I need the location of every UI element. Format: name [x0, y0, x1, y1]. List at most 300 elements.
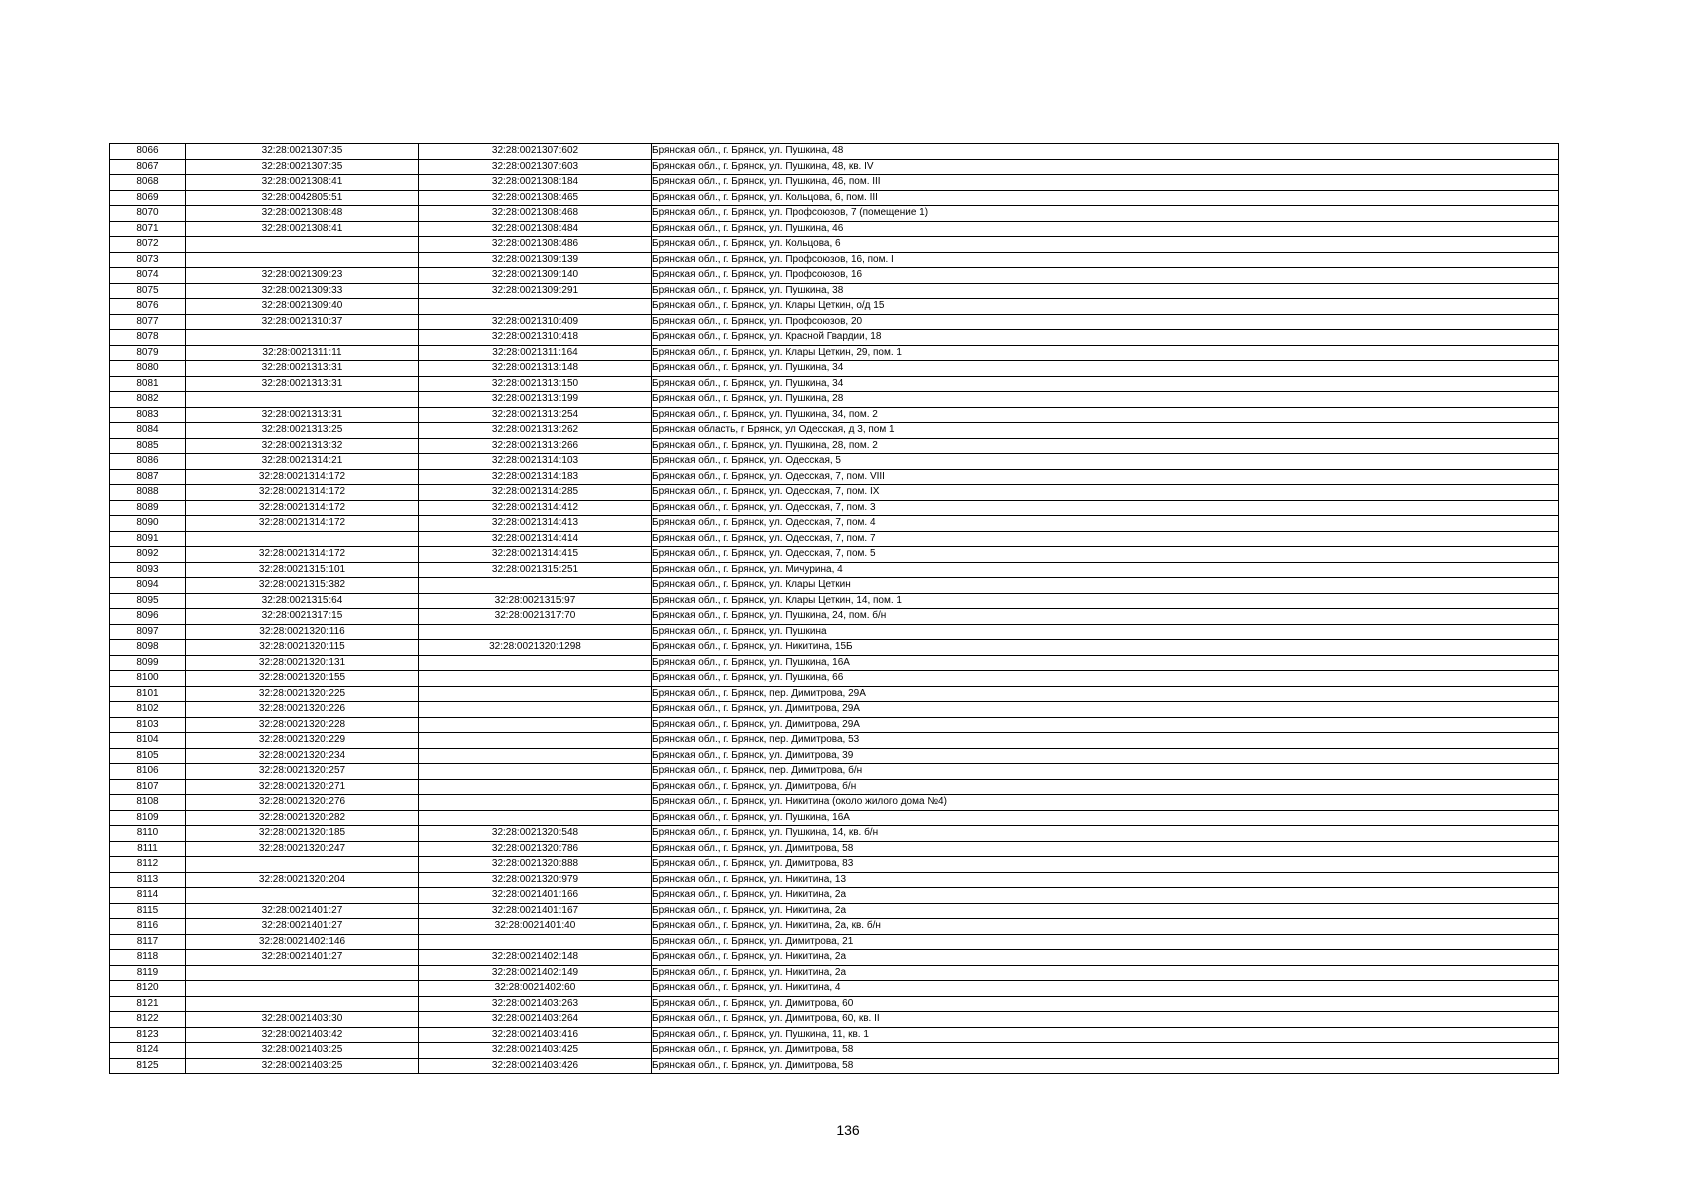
object-cadastral-number-cell: 32:28:0021401:40 — [419, 919, 652, 935]
parcel-cadastral-number-cell: 32:28:0021307:35 — [186, 159, 419, 175]
parcel-cadastral-number-cell: 32:28:0021320:204 — [186, 872, 419, 888]
object-cadastral-number-cell — [419, 733, 652, 749]
parcel-cadastral-number-cell: 32:28:0021314:172 — [186, 485, 419, 501]
parcel-cadastral-number-cell: 32:28:0021403:25 — [186, 1058, 419, 1074]
row-number-cell: 8079 — [110, 345, 186, 361]
table-row — [110, 1043, 1559, 1059]
object-cadastral-number-cell: 32:28:0021314:103 — [419, 454, 652, 470]
table-row — [110, 671, 1559, 687]
table-row — [110, 702, 1559, 718]
parcel-cadastral-number-cell: 32:28:0021320:226 — [186, 702, 419, 718]
object-cadastral-number-cell: 32:28:0021320:979 — [419, 872, 652, 888]
parcel-cadastral-number-cell: 32:28:0021320:271 — [186, 779, 419, 795]
object-cadastral-number-cell — [419, 717, 652, 733]
address-cell: Брянская обл., г. Брянск, ул. Кольцова, 6 — [652, 237, 1559, 253]
object-cadastral-number-cell — [419, 624, 652, 640]
table-row — [110, 500, 1559, 516]
row-number-cell: 8072 — [110, 237, 186, 253]
table-row — [110, 206, 1559, 222]
object-cadastral-number-cell: 32:28:0021403:416 — [419, 1027, 652, 1043]
row-number-cell: 8066 — [110, 144, 186, 160]
row-number-cell: 8100 — [110, 671, 186, 687]
table-row — [110, 314, 1559, 330]
row-number-cell: 8081 — [110, 376, 186, 392]
object-cadastral-number-cell: 32:28:0021402:60 — [419, 981, 652, 997]
address-cell: Брянская обл., г. Брянск, ул. Пушкина, 28 — [652, 392, 1559, 408]
table-row — [110, 841, 1559, 857]
parcel-cadastral-number-cell: 32:28:0021313:25 — [186, 423, 419, 439]
object-cadastral-number-cell — [419, 764, 652, 780]
table-row — [110, 779, 1559, 795]
table-row — [110, 872, 1559, 888]
parcel-cadastral-number-cell: 32:28:0021308:41 — [186, 175, 419, 191]
address-cell: Брянская обл., г. Брянск, ул. Димитрова, 83 — [652, 857, 1559, 873]
table-row — [110, 764, 1559, 780]
page-number: 136 — [836, 1122, 860, 1138]
table-row — [110, 454, 1559, 470]
row-number-cell: 8076 — [110, 299, 186, 315]
table-row — [110, 423, 1559, 439]
row-number-cell: 8080 — [110, 361, 186, 377]
table-row — [110, 438, 1559, 454]
parcel-cadastral-number-cell: 32:28:0021308:48 — [186, 206, 419, 222]
row-number-cell: 8116 — [110, 919, 186, 935]
object-cadastral-number-cell: 32:28:0021308:184 — [419, 175, 652, 191]
row-number-cell: 8099 — [110, 655, 186, 671]
row-number-cell: 8086 — [110, 454, 186, 470]
row-number-cell: 8073 — [110, 252, 186, 268]
row-number-cell: 8083 — [110, 407, 186, 423]
row-number-cell: 8082 — [110, 392, 186, 408]
object-cadastral-number-cell: 32:28:0021313:266 — [419, 438, 652, 454]
object-cadastral-number-cell: 32:28:0021308:465 — [419, 190, 652, 206]
parcel-cadastral-number-cell: 32:28:0021317:15 — [186, 609, 419, 625]
address-cell: Брянская обл., г. Брянск, ул. Одесская, 7, пом. 3 — [652, 500, 1559, 516]
row-number-cell: 8071 — [110, 221, 186, 237]
row-number-cell: 8124 — [110, 1043, 186, 1059]
address-cell: Брянская обл., г. Брянск, ул. Профсоюзов, 16, пом. I — [652, 252, 1559, 268]
object-cadastral-number-cell: 32:28:0021315:251 — [419, 562, 652, 578]
address-cell: Брянская обл., г. Брянск, ул. Пушкина, 46, пом. III — [652, 175, 1559, 191]
row-number-cell: 8125 — [110, 1058, 186, 1074]
object-cadastral-number-cell: 32:28:0021313:254 — [419, 407, 652, 423]
row-number-cell: 8094 — [110, 578, 186, 594]
object-cadastral-number-cell: 32:28:0021402:148 — [419, 950, 652, 966]
parcel-cadastral-number-cell: 32:28:0021310:37 — [186, 314, 419, 330]
row-number-cell: 8120 — [110, 981, 186, 997]
object-cadastral-number-cell: 32:28:0021403:264 — [419, 1012, 652, 1028]
table-row — [110, 903, 1559, 919]
address-cell: Брянская обл., г. Брянск, ул. Пушкина, 66 — [652, 671, 1559, 687]
object-cadastral-number-cell: 32:28:0021314:413 — [419, 516, 652, 532]
object-cadastral-number-cell: 32:28:0021313:199 — [419, 392, 652, 408]
row-number-cell: 8111 — [110, 841, 186, 857]
address-cell: Брянская обл., г. Брянск, ул. Пушкина, 14, кв. б/н — [652, 826, 1559, 842]
row-number-cell: 8070 — [110, 206, 186, 222]
address-cell: Брянская обл., г. Брянск, ул. Пушкина, 46 — [652, 221, 1559, 237]
table-row — [110, 283, 1559, 299]
address-cell: Брянская обл., г. Брянск, ул. Клары Цеткин, о/д 15 — [652, 299, 1559, 315]
parcel-cadastral-number-cell: 32:28:0021401:27 — [186, 950, 419, 966]
address-cell: Брянская обл., г. Брянск, ул. Пушкина, 48, кв. IV — [652, 159, 1559, 175]
address-cell: Брянская обл., г. Брянск, ул. Димитрова, 60 — [652, 996, 1559, 1012]
parcel-cadastral-number-cell: 32:28:0021320:282 — [186, 810, 419, 826]
table-row — [110, 981, 1559, 997]
row-number-cell: 8077 — [110, 314, 186, 330]
parcel-cadastral-number-cell: 32:28:0021309:33 — [186, 283, 419, 299]
table-row — [110, 609, 1559, 625]
object-cadastral-number-cell — [419, 686, 652, 702]
address-cell: Брянская обл., г. Брянск, ул. Димитрова, 58 — [652, 1043, 1559, 1059]
address-cell: Брянская обл., г. Брянск, ул. Димитрова, 39 — [652, 748, 1559, 764]
table-row — [110, 175, 1559, 191]
parcel-cadastral-number-cell: 32:28:0021313:31 — [186, 407, 419, 423]
address-cell: Брянская обл., г. Брянск, ул. Пушкина, 16А — [652, 655, 1559, 671]
row-number-cell: 8074 — [110, 268, 186, 284]
registry-table-body — [110, 144, 1559, 1074]
row-number-cell: 8088 — [110, 485, 186, 501]
table-row — [110, 857, 1559, 873]
parcel-cadastral-number-cell: 32:28:0021314:21 — [186, 454, 419, 470]
address-cell: Брянская обл., г. Брянск, ул. Профсоюзов, 20 — [652, 314, 1559, 330]
address-cell: Брянская обл., г. Брянск, ул. Никитина, 15Б — [652, 640, 1559, 656]
parcel-cadastral-number-cell — [186, 888, 419, 904]
table-row — [110, 144, 1559, 160]
parcel-cadastral-number-cell: 32:28:0021308:41 — [186, 221, 419, 237]
row-number-cell: 8121 — [110, 996, 186, 1012]
address-cell: Брянская обл., г. Брянск, ул. Одесская, 5 — [652, 454, 1559, 470]
address-cell: Брянская обл., г. Брянск, ул. Никитина, 4 — [652, 981, 1559, 997]
parcel-cadastral-number-cell: 32:28:0021403:30 — [186, 1012, 419, 1028]
parcel-cadastral-number-cell: 32:28:0021320:229 — [186, 733, 419, 749]
object-cadastral-number-cell: 32:28:0021313:262 — [419, 423, 652, 439]
table-row — [110, 392, 1559, 408]
address-cell: Брянская обл., г. Брянск, ул. Одесская, 7, пом. IX — [652, 485, 1559, 501]
parcel-cadastral-number-cell: 32:28:0021402:146 — [186, 934, 419, 950]
table-row — [110, 345, 1559, 361]
address-cell: Брянская обл., г. Брянск, ул. Клары Цеткин — [652, 578, 1559, 594]
address-cell: Брянская обл., г. Брянск, ул. Пушкина — [652, 624, 1559, 640]
row-number-cell: 8109 — [110, 810, 186, 826]
row-number-cell: 8114 — [110, 888, 186, 904]
parcel-cadastral-number-cell: 32:28:0021314:172 — [186, 500, 419, 516]
row-number-cell: 8067 — [110, 159, 186, 175]
object-cadastral-number-cell — [419, 655, 652, 671]
parcel-cadastral-number-cell — [186, 981, 419, 997]
address-cell: Брянская обл., г. Брянск, пер. Димитрова, 53 — [652, 733, 1559, 749]
row-number-cell: 8098 — [110, 640, 186, 656]
object-cadastral-number-cell: 32:28:0021320:888 — [419, 857, 652, 873]
object-cadastral-number-cell: 32:28:0021317:70 — [419, 609, 652, 625]
row-number-cell: 8102 — [110, 702, 186, 718]
object-cadastral-number-cell: 32:28:0021314:183 — [419, 469, 652, 485]
object-cadastral-number-cell: 32:28:0021308:468 — [419, 206, 652, 222]
object-cadastral-number-cell — [419, 810, 652, 826]
table-row — [110, 624, 1559, 640]
object-cadastral-number-cell: 32:28:0021309:291 — [419, 283, 652, 299]
table-row — [110, 655, 1559, 671]
table-row — [110, 578, 1559, 594]
object-cadastral-number-cell — [419, 702, 652, 718]
object-cadastral-number-cell: 32:28:0021401:166 — [419, 888, 652, 904]
table-row — [110, 795, 1559, 811]
object-cadastral-number-cell: 32:28:0021309:140 — [419, 268, 652, 284]
parcel-cadastral-number-cell: 32:28:0021311:11 — [186, 345, 419, 361]
row-number-cell: 8103 — [110, 717, 186, 733]
table-row — [110, 485, 1559, 501]
row-number-cell: 8101 — [110, 686, 186, 702]
row-number-cell: 8085 — [110, 438, 186, 454]
row-number-cell: 8075 — [110, 283, 186, 299]
address-cell: Брянская обл., г. Брянск, ул. Димитрова, 58 — [652, 841, 1559, 857]
table-row — [110, 237, 1559, 253]
object-cadastral-number-cell: 32:28:0021403:263 — [419, 996, 652, 1012]
object-cadastral-number-cell: 32:28:0021309:139 — [419, 252, 652, 268]
object-cadastral-number-cell: 32:28:0021401:167 — [419, 903, 652, 919]
row-number-cell: 8122 — [110, 1012, 186, 1028]
parcel-cadastral-number-cell — [186, 237, 419, 253]
parcel-cadastral-number-cell: 32:28:0021401:27 — [186, 919, 419, 935]
parcel-cadastral-number-cell: 32:28:0021320:234 — [186, 748, 419, 764]
address-cell: Брянская обл., г. Брянск, ул. Никитина, 2а, кв. б/н — [652, 919, 1559, 935]
parcel-cadastral-number-cell: 32:28:0021320:228 — [186, 717, 419, 733]
table-row — [110, 888, 1559, 904]
row-number-cell: 8119 — [110, 965, 186, 981]
table-row — [110, 934, 1559, 950]
object-cadastral-number-cell — [419, 934, 652, 950]
object-cadastral-number-cell: 32:28:0021314:414 — [419, 531, 652, 547]
address-cell: Брянская обл., г. Брянск, ул. Профсоюзов, 16 — [652, 268, 1559, 284]
row-number-cell: 8118 — [110, 950, 186, 966]
parcel-cadastral-number-cell: 32:28:0021320:257 — [186, 764, 419, 780]
parcel-cadastral-number-cell: 32:28:0021309:23 — [186, 268, 419, 284]
address-cell: Брянская обл., г. Брянск, ул. Никитина (около жилого дома №4) — [652, 795, 1559, 811]
parcel-cadastral-number-cell: 32:28:0021313:32 — [186, 438, 419, 454]
parcel-cadastral-number-cell: 32:28:0021315:101 — [186, 562, 419, 578]
row-number-cell: 8115 — [110, 903, 186, 919]
parcel-cadastral-number-cell: 32:28:0021320:116 — [186, 624, 419, 640]
parcel-cadastral-number-cell: 32:28:0021309:40 — [186, 299, 419, 315]
address-cell: Брянская обл., г. Брянск, ул. Одесская, 7, пом. 5 — [652, 547, 1559, 563]
address-cell: Брянская обл., г. Брянск, ул. Никитина, 2а — [652, 888, 1559, 904]
table-row — [110, 159, 1559, 175]
parcel-cadastral-number-cell — [186, 330, 419, 346]
address-cell: Брянская обл., г. Брянск, ул. Пушкина, 28, пом. 2 — [652, 438, 1559, 454]
address-cell: Брянская обл., г. Брянск, ул. Никитина, 2а — [652, 903, 1559, 919]
object-cadastral-number-cell: 32:28:0021320:786 — [419, 841, 652, 857]
address-cell: Брянская обл., г. Брянск, ул. Пушкина, 16А — [652, 810, 1559, 826]
table-row — [110, 547, 1559, 563]
address-cell: Брянская обл., г. Брянск, ул. Пушкина, 34, пом. 2 — [652, 407, 1559, 423]
object-cadastral-number-cell: 32:28:0021310:409 — [419, 314, 652, 330]
object-cadastral-number-cell: 32:28:0021313:150 — [419, 376, 652, 392]
address-cell: Брянская обл., г. Брянск, ул. Профсоюзов, 7 (помещение 1) — [652, 206, 1559, 222]
object-cadastral-number-cell: 32:28:0021402:149 — [419, 965, 652, 981]
row-number-cell: 8068 — [110, 175, 186, 191]
row-number-cell: 8108 — [110, 795, 186, 811]
address-cell: Брянская обл., г. Брянск, ул. Кольцова, 6, пом. III — [652, 190, 1559, 206]
row-number-cell: 8097 — [110, 624, 186, 640]
address-cell: Брянская обл., г. Брянск, ул. Димитрова, 29А — [652, 717, 1559, 733]
row-number-cell: 8113 — [110, 872, 186, 888]
row-number-cell: 8090 — [110, 516, 186, 532]
table-row — [110, 299, 1559, 315]
address-cell: Брянская обл., г. Брянск, ул. Красной Гвардии, 18 — [652, 330, 1559, 346]
parcel-cadastral-number-cell: 32:28:0021320:247 — [186, 841, 419, 857]
object-cadastral-number-cell: 32:28:0021310:418 — [419, 330, 652, 346]
registry-table — [109, 143, 1559, 1074]
parcel-cadastral-number-cell: 32:28:0021314:172 — [186, 547, 419, 563]
object-cadastral-number-cell: 32:28:0021403:426 — [419, 1058, 652, 1074]
table-row — [110, 996, 1559, 1012]
address-cell: Брянская обл., г. Брянск, ул. Никитина, 2а — [652, 965, 1559, 981]
object-cadastral-number-cell: 32:28:0021308:484 — [419, 221, 652, 237]
object-cadastral-number-cell — [419, 779, 652, 795]
object-cadastral-number-cell — [419, 671, 652, 687]
document-sheet — [109, 143, 1554, 1074]
row-number-cell: 8104 — [110, 733, 186, 749]
object-cadastral-number-cell: 32:28:0021307:602 — [419, 144, 652, 160]
table-row — [110, 950, 1559, 966]
parcel-cadastral-number-cell: 32:28:0021315:382 — [186, 578, 419, 594]
table-row — [110, 640, 1559, 656]
parcel-cadastral-number-cell — [186, 965, 419, 981]
row-number-cell: 8110 — [110, 826, 186, 842]
table-row — [110, 531, 1559, 547]
address-cell: Брянская область, г Брянск, ул Одесская, д 3, пом 1 — [652, 423, 1559, 439]
parcel-cadastral-number-cell: 32:28:0021307:35 — [186, 144, 419, 160]
object-cadastral-number-cell — [419, 795, 652, 811]
object-cadastral-number-cell: 32:28:0021320:1298 — [419, 640, 652, 656]
object-cadastral-number-cell: 32:28:0021315:97 — [419, 593, 652, 609]
object-cadastral-number-cell: 32:28:0021314:415 — [419, 547, 652, 563]
table-row — [110, 268, 1559, 284]
row-number-cell: 8091 — [110, 531, 186, 547]
parcel-cadastral-number-cell — [186, 392, 419, 408]
object-cadastral-number-cell: 32:28:0021403:425 — [419, 1043, 652, 1059]
table-row — [110, 965, 1559, 981]
parcel-cadastral-number-cell — [186, 996, 419, 1012]
object-cadastral-number-cell — [419, 748, 652, 764]
table-row — [110, 826, 1559, 842]
table-row — [110, 733, 1559, 749]
table-row — [110, 469, 1559, 485]
parcel-cadastral-number-cell: 32:28:0021320:131 — [186, 655, 419, 671]
table-row — [110, 376, 1559, 392]
table-row — [110, 221, 1559, 237]
object-cadastral-number-cell: 32:28:0021311:164 — [419, 345, 652, 361]
table-row — [110, 562, 1559, 578]
row-number-cell: 8123 — [110, 1027, 186, 1043]
table-row — [110, 190, 1559, 206]
address-cell: Брянская обл., г. Брянск, пер. Димитрова, 29А — [652, 686, 1559, 702]
table-row — [110, 361, 1559, 377]
table-row — [110, 593, 1559, 609]
object-cadastral-number-cell: 32:28:0021307:603 — [419, 159, 652, 175]
parcel-cadastral-number-cell: 32:28:0042805:51 — [186, 190, 419, 206]
table-row — [110, 516, 1559, 532]
address-cell: Брянская обл., г. Брянск, ул. Димитрова, 60, кв. II — [652, 1012, 1559, 1028]
parcel-cadastral-number-cell: 32:28:0021315:64 — [186, 593, 419, 609]
object-cadastral-number-cell — [419, 299, 652, 315]
address-cell: Брянская обл., г. Брянск, ул. Никитина, 13 — [652, 872, 1559, 888]
address-cell: Брянская обл., г. Брянск, ул. Одесская, 7, пом. 4 — [652, 516, 1559, 532]
parcel-cadastral-number-cell: 32:28:0021403:25 — [186, 1043, 419, 1059]
parcel-cadastral-number-cell: 32:28:0021314:172 — [186, 469, 419, 485]
parcel-cadastral-number-cell: 32:28:0021320:155 — [186, 671, 419, 687]
parcel-cadastral-number-cell: 32:28:0021313:31 — [186, 376, 419, 392]
address-cell: Брянская обл., г. Брянск, ул. Пушкина, 11, кв. 1 — [652, 1027, 1559, 1043]
address-cell: Брянская обл., г. Брянск, ул. Никитина, 2а — [652, 950, 1559, 966]
table-row — [110, 252, 1559, 268]
table-row — [110, 407, 1559, 423]
address-cell: Брянская обл., г. Брянск, ул. Пушкина, 48 — [652, 144, 1559, 160]
row-number-cell: 8105 — [110, 748, 186, 764]
address-cell: Брянская обл., г. Брянск, ул. Димитрова, б/н — [652, 779, 1559, 795]
parcel-cadastral-number-cell: 32:28:0021320:225 — [186, 686, 419, 702]
parcel-cadastral-number-cell: 32:28:0021320:185 — [186, 826, 419, 842]
row-number-cell: 8095 — [110, 593, 186, 609]
parcel-cadastral-number-cell — [186, 252, 419, 268]
address-cell: Брянская обл., г. Брянск, ул. Одесская, 7, пом. VIII — [652, 469, 1559, 485]
address-cell: Брянская обл., г. Брянск, ул. Пушкина, 34 — [652, 376, 1559, 392]
address-cell: Брянская обл., г. Брянск, ул. Пушкина, 38 — [652, 283, 1559, 299]
parcel-cadastral-number-cell: 32:28:0021320:115 — [186, 640, 419, 656]
row-number-cell: 8106 — [110, 764, 186, 780]
row-number-cell: 8078 — [110, 330, 186, 346]
parcel-cadastral-number-cell: 32:28:0021313:31 — [186, 361, 419, 377]
parcel-cadastral-number-cell — [186, 531, 419, 547]
address-cell: Брянская обл., г. Брянск, ул. Клары Цеткин, 14, пом. 1 — [652, 593, 1559, 609]
object-cadastral-number-cell: 32:28:0021308:486 — [419, 237, 652, 253]
object-cadastral-number-cell: 32:28:0021314:412 — [419, 500, 652, 516]
table-row — [110, 919, 1559, 935]
parcel-cadastral-number-cell: 32:28:0021403:42 — [186, 1027, 419, 1043]
parcel-cadastral-number-cell: 32:28:0021320:276 — [186, 795, 419, 811]
address-cell: Брянская обл., г. Брянск, ул. Пушкина, 24, пом. б/н — [652, 609, 1559, 625]
row-number-cell: 8117 — [110, 934, 186, 950]
address-cell: Брянская обл., г. Брянск, пер. Димитрова, б/н — [652, 764, 1559, 780]
table-row — [110, 1027, 1559, 1043]
row-number-cell: 8089 — [110, 500, 186, 516]
table-row — [110, 717, 1559, 733]
parcel-cadastral-number-cell — [186, 857, 419, 873]
object-cadastral-number-cell: 32:28:0021314:285 — [419, 485, 652, 501]
table-row — [110, 810, 1559, 826]
row-number-cell: 8069 — [110, 190, 186, 206]
address-cell: Брянская обл., г. Брянск, ул. Димитрова, 29А — [652, 702, 1559, 718]
object-cadastral-number-cell: 32:28:0021313:148 — [419, 361, 652, 377]
address-cell: Брянская обл., г. Брянск, ул. Димитрова, 21 — [652, 934, 1559, 950]
parcel-cadastral-number-cell: 32:28:0021314:172 — [186, 516, 419, 532]
row-number-cell: 8087 — [110, 469, 186, 485]
row-number-cell: 8084 — [110, 423, 186, 439]
row-number-cell: 8092 — [110, 547, 186, 563]
table-row — [110, 1058, 1559, 1074]
table-row — [110, 748, 1559, 764]
address-cell: Брянская обл., г. Брянск, ул. Мичурина, 4 — [652, 562, 1559, 578]
row-number-cell: 8096 — [110, 609, 186, 625]
object-cadastral-number-cell: 32:28:0021320:548 — [419, 826, 652, 842]
address-cell: Брянская обл., г. Брянск, ул. Димитрова, 58 — [652, 1058, 1559, 1074]
address-cell: Брянская обл., г. Брянск, ул. Клары Цеткин, 29, пом. 1 — [652, 345, 1559, 361]
table-row — [110, 330, 1559, 346]
address-cell: Брянская обл., г. Брянск, ул. Одесская, 7, пом. 7 — [652, 531, 1559, 547]
row-number-cell: 8112 — [110, 857, 186, 873]
table-row — [110, 686, 1559, 702]
address-cell: Брянская обл., г. Брянск, ул. Пушкина, 34 — [652, 361, 1559, 377]
row-number-cell: 8107 — [110, 779, 186, 795]
